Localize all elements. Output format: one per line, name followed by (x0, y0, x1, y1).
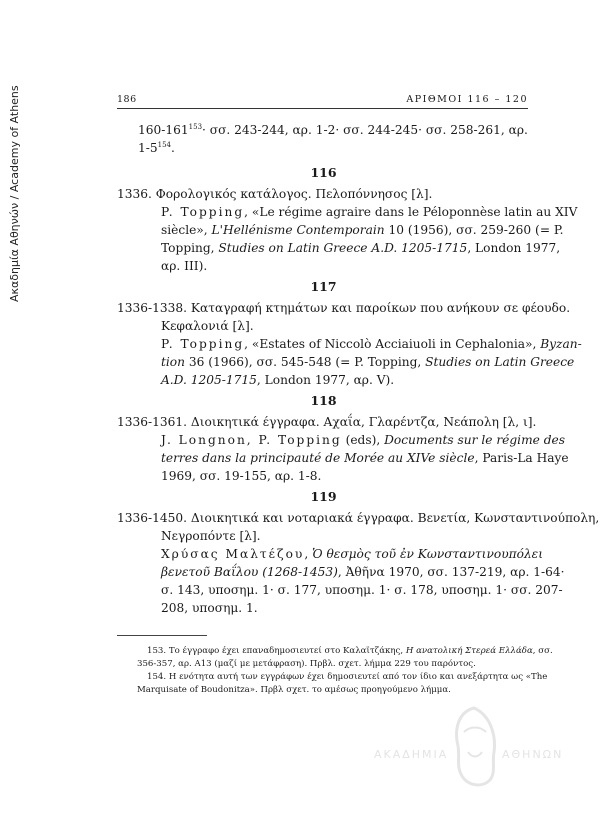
header-rule (117, 108, 528, 109)
footnote-rule (117, 635, 207, 636)
continuation-text: $160-161^{153}\cdot \sigma\sigma$. 243-244, αρ. 1-2· σσ. 244-245· σσ. 258-261, αρ. $1-5^{154}$. (138, 122, 528, 155)
entry-title: 1336-1450. Διοικητικά και νοταριακά έγγραφα. Βενετία, Κωνσταντινούπολη, (117, 511, 600, 525)
entry-116 (117, 185, 578, 275)
footnote-ref-153[interactable]: 153 (188, 122, 203, 131)
page-number: 186 (117, 94, 137, 105)
entry-118 (117, 413, 569, 485)
entry-117: 1336-1338. Καταγραφή κτημάτων και παροίκων που ανήκουν σε φέουδο. Κεφαλονιά [λ]. P. Topping, «Estates of Niccolò Acciaiuoli in Cephalonia», Byzan- tion 36 (1966), σσ. 545-548 (= P. Topping, Studies on Latin Greece A.D. 1205-1715, London 1977, αρ. V). (117, 301, 582, 387)
academy-watermark: ΑΚΑΔΗΜΙΑ ΑΘΗΝΩΝ (374, 702, 574, 802)
entry-number-116: 116 (310, 165, 337, 180)
side-label-text: Ακαδημία Αθηνών / Academy of Athens (8, 85, 21, 302)
entry-title: 1336-1338. Καταγραφή κτημάτων και παροίκων που ανήκουν σε φέουδο. (117, 301, 571, 315)
entry-number-119: 119 (310, 489, 337, 504)
entry-title: 1336-1361. Διοικητικά έγγραφα. Αχαΐα, Γλαρέντζα, Νεάπολη [λ, ι]. (117, 415, 537, 429)
footnote-ref-154[interactable]: 154 (157, 140, 172, 149)
footnote-154: 154. Η ενότητα αυτή των εγγράφων έχει δημοσιευτεί από τον ίδιο και ανεξάρτητα ως «The (147, 672, 548, 682)
section-range: ΑΡΙΘΜΟΙ 116 – 120 (406, 94, 528, 105)
athena-head-icon (448, 702, 500, 792)
entry-reference: Χρύσας Μαλτέζου, Ὁ θεσμὸς τοῦ ἐν Κωνσταντινουπόλει βενετοῦ Βαΐλου (1268-1453), Ἀθῆνα 1970, σσ. 137-219, αρ. 1-64· σ. 143, υποσημ. 1· σ. 177, υποσημ. 1· σ. 178, υποσημ. 1· σσ. 207- 208, υποσημ. 1. (161, 547, 565, 615)
entry-title: 1336. Φορολογικός κατάλογος. Πελοπόννησος [λ]. (117, 187, 433, 201)
entry-reference: J. Longnon, P. Topping (eds), Documents sur le régime des terres dans la principauté de Morée au XIVe siècle, Paris-La Haye 1969, σσ. 19-155, αρ. 1-8. (161, 433, 569, 483)
entry-number-117: 117 (310, 279, 337, 294)
entry-reference: P. Topping, «Estates of Niccolò Acciaiuoli in Cephalonia», Byzan- tion 36 (1966), σσ. 545-548 (= P. Topping, Studies on Latin Greece A.D. 1205-1715, London 1977, αρ. V). (161, 337, 582, 387)
entry-reference: P. Topping, «Le régime agraire dans le Péloponnèse latin au XIV siècle», L'Hellénisme Contemporain 10 (1956), σσ. 259-260 (= P. Topping, Studies on Latin Greece A.D. 1205-1715, London 1977, αρ. III). (161, 205, 578, 273)
entry-119: 1336-1450. Διοικητικά και νοταριακά έγγραφα. Βενετία, Κωνσταντινούπολη, Νεγροπόντε [λ]. Χρύσας Μαλτέζου, Ὁ θεσμὸς τοῦ ἐν Κωνσταντινουπόλει βενετοῦ Βαΐλου (1268-1453), Ἀθῆνα 1970, σσ. 137-219, αρ. 1-64· σ. 143, υποσημ. 1· σ. 177, υποσημ. 1· σ. 178, υποσημ. 1· σσ. 207- 208, υποσημ. 1. (117, 511, 600, 615)
side-label (6, 42, 26, 302)
footnotes: 153. Το έγγραφο έχει επαναδημοσιευτεί στο Καλαϊτζάκης, Η ανατολική Στερεά Ελλάδα, σσ. 356-357, αρ. Α13 (μαζί με μετάφραση). Πρβλ. σχετ. λήμμα 229 του παρόντος. 154. Η ενότητα αυτή των εγγράφων έχει δημοσιευτεί από τον ίδιο και ανεξάρτητα ως «The Marquisate of Boudonitza». Πρβλ σχετ. το αμέσως προηγούμενο λήμμα. (117, 645, 530, 697)
entry-number-118: 118 (310, 393, 337, 408)
running-head (117, 92, 528, 108)
footnote-153: 153. Το έγγραφο έχει επαναδημοσιευτεί στο Καλαϊτζάκης, Η ανατολική Στερεά Ελλάδα, σσ. (147, 646, 553, 656)
